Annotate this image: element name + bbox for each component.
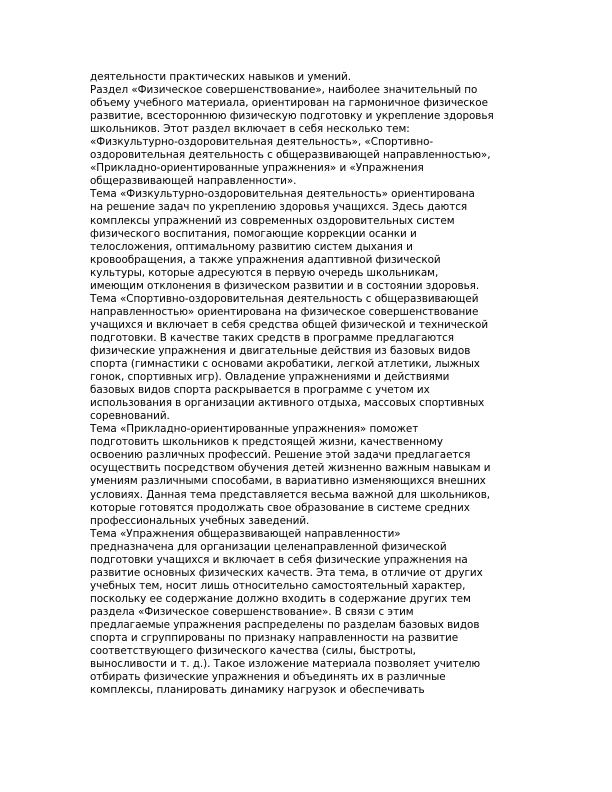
text-line: оздоровительная деятельность с общеразвивающей направленностью», xyxy=(90,149,491,162)
text-line: объему учебного материала, ориентирован на гармоничное физическое xyxy=(90,97,488,110)
text-line: общеразвивающей направленности». xyxy=(90,175,297,188)
text-line: условиях. Данная тема представляется весьма важной для школьников, xyxy=(90,488,491,501)
text-line: кровообращения, а также упражнения адаптивной физической xyxy=(90,253,441,266)
text-line: гонок, спортивных игр). Овладение упражнениями и действиями xyxy=(90,371,450,384)
text-line: спорта и сгруппированы по признаку направленности на развитие xyxy=(90,632,459,645)
text-line: Тема «Упражнения общеразвивающей направленности» xyxy=(90,527,401,540)
text-line: выносливости и т. д.). Такое изложение материала позволяет учителю xyxy=(90,658,481,671)
text-line: соответствующего физического качества (силы, быстроты, xyxy=(90,645,416,658)
text-line: подготовки. В качестве таких средств в программе предлагаются xyxy=(90,331,454,344)
body-text xyxy=(90,71,530,697)
text-line: школьников. Этот раздел включает в себя несколько тем: xyxy=(90,123,410,136)
text-line: Тема «Прикладно-ориентированные упражнения» поможет xyxy=(90,423,419,436)
text-line: подготовить школьников к предстоящей жизни, качественному xyxy=(90,436,443,449)
text-line: раздела «Физическое совершенствование». В связи с этим xyxy=(90,605,414,618)
text-line: подготовки учащихся и включает в себя физические упражнения на xyxy=(90,553,468,566)
text-line: имеющим отклонения в физическом развитии и в состоянии здоровья. xyxy=(90,279,480,292)
text-line: комплексы упражнений из современных оздоровительных систем xyxy=(90,214,455,227)
text-line: развитие основных физических качеств. Эта тема, в отличие от других xyxy=(90,566,483,579)
text-line: Тема «Спортивно-оздоровительная деятельность с общеразвивающей xyxy=(90,292,479,305)
text-line: осуществить посредством обучения детей жизненно важным навыкам и xyxy=(90,462,491,475)
text-line: которые готовятся продолжать свое образование в системе средних xyxy=(90,501,470,514)
text-line: телосложения, оптимальному развитию систем дыхания и xyxy=(90,240,413,253)
text-line: профессиональных учебных заведений. xyxy=(90,514,310,527)
text-line: умениям различными способами, в вариативно изменяющихся внешних xyxy=(90,475,486,488)
text-line: учебных тем, носит лишь относительно самостоятельный характер, xyxy=(90,579,466,592)
text-line: комплексы, планировать динамику нагрузок и обеспечивать xyxy=(90,684,425,697)
text-line: отбирать физические упражнения и объединять их в различные xyxy=(90,671,446,684)
text-line: Тема «Физкультурно-оздоровительная деятельность» ориентирована xyxy=(90,188,475,201)
text-line: спорта (гимнастики с основами акробатики, легкой атлетики, лыжных xyxy=(90,358,480,371)
text-line: на решение задач по укреплению здоровья учащихся. Здесь даются xyxy=(90,201,468,214)
text-line: деятельности практических навыков и умений. xyxy=(90,71,352,83)
text-line: базовых видов спорта раскрывается в программе с учетом их xyxy=(90,384,430,397)
text-line: использования в организации активного отдыха, массовых спортивных xyxy=(90,397,485,410)
text-line: физического воспитания, помогающие коррекции осанки и xyxy=(90,227,417,240)
text-line: освоению различных профессий. Решение этой задачи предлагается xyxy=(90,449,471,462)
text-line: предлагаемые упражнения распределены по разделам базовых видов xyxy=(90,618,480,631)
text-line: «Прикладно-ориентированные упражнения» и «Упражнения xyxy=(90,162,424,175)
text-line: развитие, всестороннюю физическую подготовку и укрепление здоровья xyxy=(90,110,494,123)
text-line: физические упражнения и двигательные действия из базовых видов xyxy=(90,344,471,357)
text-line: направленностью» ориентирована на физическое совершенствование xyxy=(90,305,479,318)
text-line: соревнований. xyxy=(90,410,170,423)
text-line: поскольку ее содержание должно входить в содержание других тем xyxy=(90,592,471,605)
text-line: культуры, которые адресуются в первую очередь школьникам, xyxy=(90,266,439,279)
text-line: учащихся и включает в себя средства общей физической и технической xyxy=(90,318,489,331)
text-line: «Физкультурно-оздоровительная деятельность», «Спортивно- xyxy=(90,136,434,149)
text-line: Раздел «Физическое совершенствование», наиболее значительный по xyxy=(90,84,478,97)
text-line: предназначена для организации целенаправленной физической xyxy=(90,540,447,553)
